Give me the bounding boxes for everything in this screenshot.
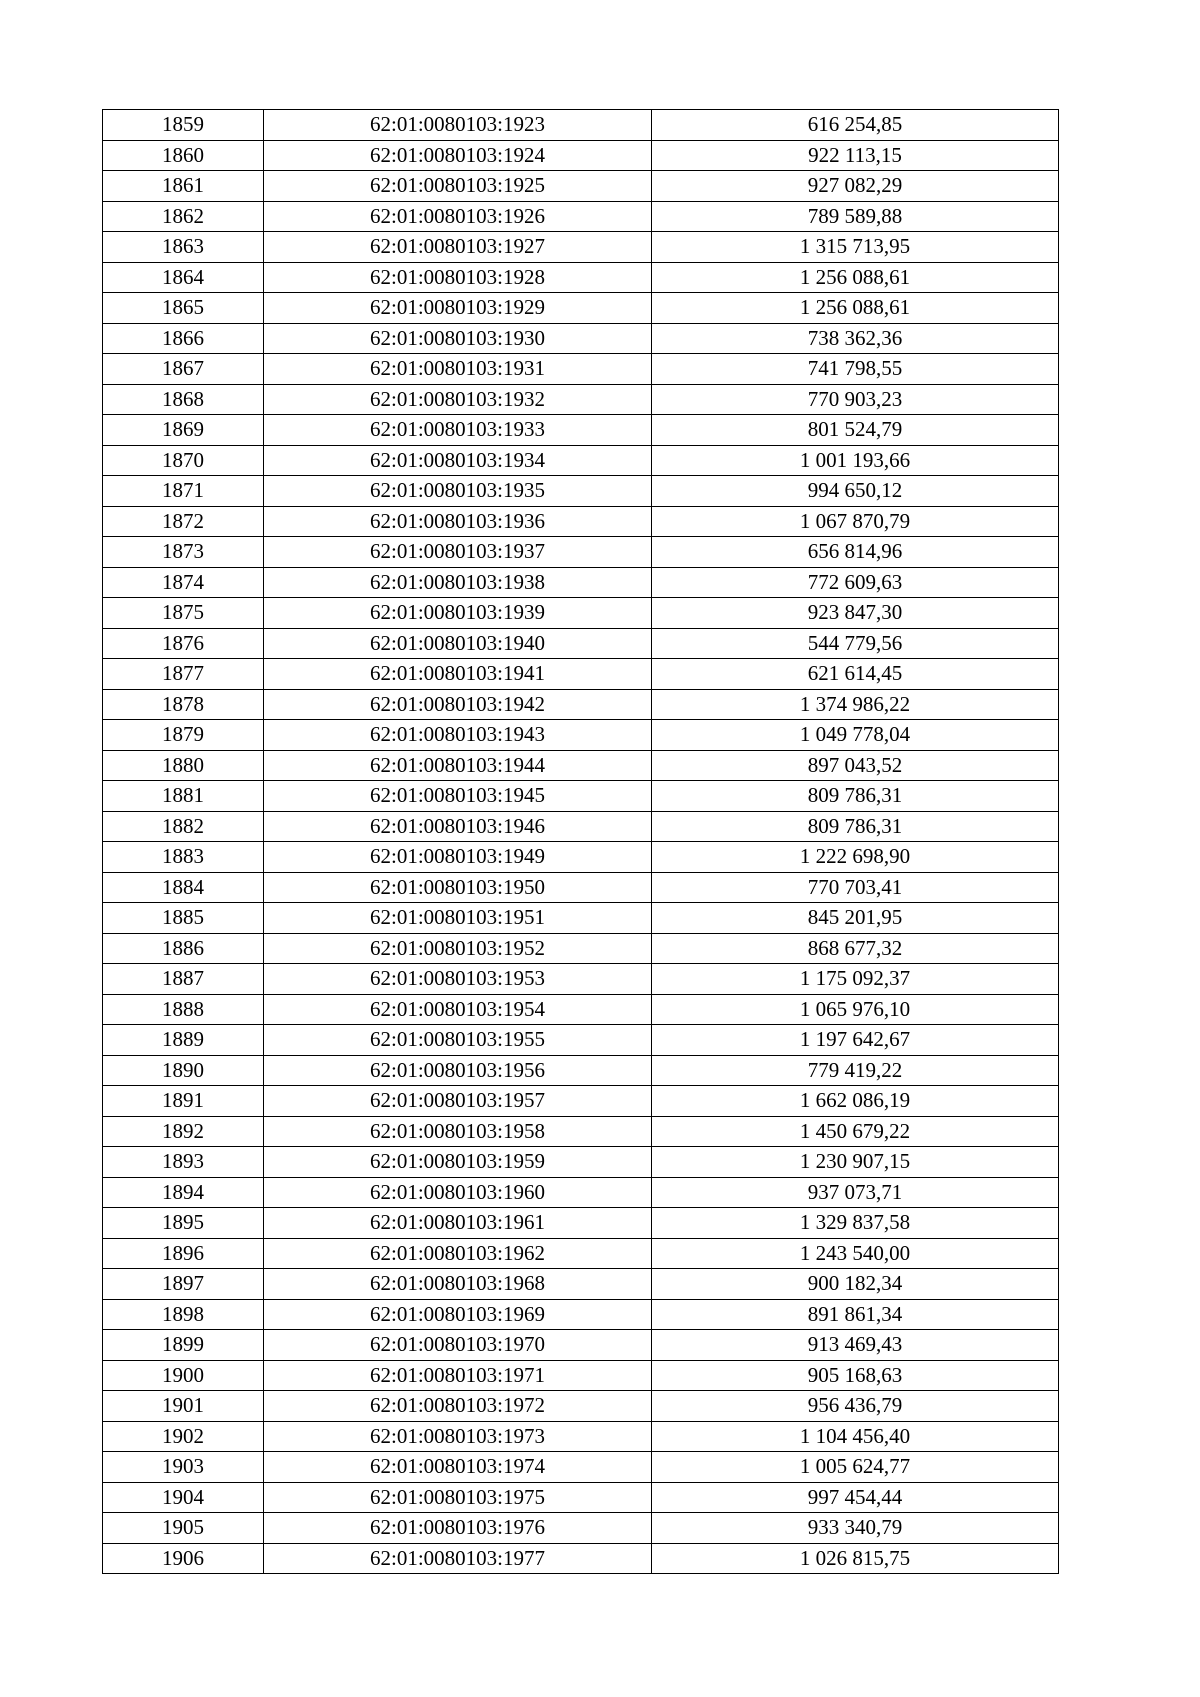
row-number-cell: 1873: [103, 537, 264, 568]
cadastral-value-cell: 897 043,52: [652, 750, 1059, 781]
row-number-cell: 1889: [103, 1025, 264, 1056]
row-number-cell: 1868: [103, 384, 264, 415]
row-number-cell: 1906: [103, 1543, 264, 1574]
table-row: [103, 628, 1059, 659]
row-number-cell: 1877: [103, 659, 264, 690]
cadastral-number-cell: 62:01:0080103:1924: [264, 140, 652, 171]
cadastral-value-cell: 789 589,88: [652, 201, 1059, 232]
cadastral-value-table: [102, 109, 1059, 1574]
row-number-cell: 1893: [103, 1147, 264, 1178]
row-number-cell: 1894: [103, 1177, 264, 1208]
cadastral-number-cell: 62:01:0080103:1929: [264, 293, 652, 324]
cadastral-number-cell: 62:01:0080103:1975: [264, 1482, 652, 1513]
row-number-cell: 1861: [103, 171, 264, 202]
table-row: [103, 354, 1059, 385]
cadastral-number-cell: 62:01:0080103:1931: [264, 354, 652, 385]
cadastral-number-cell: 62:01:0080103:1925: [264, 171, 652, 202]
cadastral-number-cell: 62:01:0080103:1936: [264, 506, 652, 537]
cadastral-value-cell: 923 847,30: [652, 598, 1059, 629]
cadastral-number-cell: 62:01:0080103:1953: [264, 964, 652, 995]
table-body: [103, 110, 1059, 1574]
row-number-cell: 1897: [103, 1269, 264, 1300]
table-row: [103, 933, 1059, 964]
cadastral-value-cell: 937 073,71: [652, 1177, 1059, 1208]
cadastral-value-cell: 1 450 679,22: [652, 1116, 1059, 1147]
table-row: [103, 506, 1059, 537]
cadastral-value-cell: 1 026 815,75: [652, 1543, 1059, 1574]
table-row: [103, 567, 1059, 598]
table-row: [103, 1055, 1059, 1086]
cadastral-number-cell: 62:01:0080103:1977: [264, 1543, 652, 1574]
cadastral-value-cell: 900 182,34: [652, 1269, 1059, 1300]
table-row: [103, 1360, 1059, 1391]
cadastral-number-cell: 62:01:0080103:1941: [264, 659, 652, 690]
cadastral-number-cell: 62:01:0080103:1942: [264, 689, 652, 720]
table-row: [103, 476, 1059, 507]
row-number-cell: 1882: [103, 811, 264, 842]
cadastral-number-cell: 62:01:0080103:1968: [264, 1269, 652, 1300]
row-number-cell: 1870: [103, 445, 264, 476]
table-row: [103, 689, 1059, 720]
row-number-cell: 1899: [103, 1330, 264, 1361]
table-row: [103, 1543, 1059, 1574]
cadastral-value-cell: 1 104 456,40: [652, 1421, 1059, 1452]
cadastral-number-cell: 62:01:0080103:1973: [264, 1421, 652, 1452]
table-row: [103, 1269, 1059, 1300]
cadastral-value-cell: 927 082,29: [652, 171, 1059, 202]
table-row: [103, 1086, 1059, 1117]
cadastral-number-cell: 62:01:0080103:1961: [264, 1208, 652, 1239]
row-number-cell: 1863: [103, 232, 264, 263]
cadastral-value-cell: 905 168,63: [652, 1360, 1059, 1391]
cadastral-number-cell: 62:01:0080103:1972: [264, 1391, 652, 1422]
cadastral-value-cell: 891 861,34: [652, 1299, 1059, 1330]
cadastral-number-cell: 62:01:0080103:1945: [264, 781, 652, 812]
row-number-cell: 1869: [103, 415, 264, 446]
row-number-cell: 1881: [103, 781, 264, 812]
table-row: [103, 872, 1059, 903]
table-row: [103, 1330, 1059, 1361]
row-number-cell: 1885: [103, 903, 264, 934]
table-row: [103, 994, 1059, 1025]
table-row: [103, 659, 1059, 690]
table-row: [103, 750, 1059, 781]
table-row: [103, 201, 1059, 232]
table-row: [103, 293, 1059, 324]
cadastral-value-cell: 956 436,79: [652, 1391, 1059, 1422]
cadastral-number-cell: 62:01:0080103:1928: [264, 262, 652, 293]
table-row: [103, 842, 1059, 873]
table-row: [103, 964, 1059, 995]
cadastral-number-cell: 62:01:0080103:1937: [264, 537, 652, 568]
table-row: [103, 1299, 1059, 1330]
cadastral-value-cell: 1 256 088,61: [652, 293, 1059, 324]
cadastral-value-cell: 1 175 092,37: [652, 964, 1059, 995]
cadastral-number-cell: 62:01:0080103:1940: [264, 628, 652, 659]
row-number-cell: 1886: [103, 933, 264, 964]
cadastral-number-cell: 62:01:0080103:1946: [264, 811, 652, 842]
cadastral-number-cell: 62:01:0080103:1944: [264, 750, 652, 781]
cadastral-value-cell: 741 798,55: [652, 354, 1059, 385]
cadastral-number-cell: 62:01:0080103:1943: [264, 720, 652, 751]
row-number-cell: 1866: [103, 323, 264, 354]
cadastral-value-cell: 994 650,12: [652, 476, 1059, 507]
row-number-cell: 1878: [103, 689, 264, 720]
table-row: [103, 781, 1059, 812]
cadastral-value-cell: 845 201,95: [652, 903, 1059, 934]
table-row: [103, 1147, 1059, 1178]
cadastral-value-cell: 1 315 713,95: [652, 232, 1059, 263]
cadastral-number-cell: 62:01:0080103:1958: [264, 1116, 652, 1147]
cadastral-value-cell: 1 662 086,19: [652, 1086, 1059, 1117]
cadastral-value-cell: 779 419,22: [652, 1055, 1059, 1086]
row-number-cell: 1876: [103, 628, 264, 659]
table-row: [103, 537, 1059, 568]
cadastral-value-cell: 1 049 778,04: [652, 720, 1059, 751]
cadastral-number-cell: 62:01:0080103:1950: [264, 872, 652, 903]
table-row: [103, 1116, 1059, 1147]
row-number-cell: 1890: [103, 1055, 264, 1086]
cadastral-number-cell: 62:01:0080103:1970: [264, 1330, 652, 1361]
cadastral-number-cell: 62:01:0080103:1976: [264, 1513, 652, 1544]
row-number-cell: 1864: [103, 262, 264, 293]
cadastral-number-cell: 62:01:0080103:1956: [264, 1055, 652, 1086]
cadastral-value-cell: 1 005 624,77: [652, 1452, 1059, 1483]
table-row: [103, 323, 1059, 354]
row-number-cell: 1862: [103, 201, 264, 232]
table-row: [103, 1482, 1059, 1513]
row-number-cell: 1898: [103, 1299, 264, 1330]
row-number-cell: 1892: [103, 1116, 264, 1147]
cadastral-number-cell: 62:01:0080103:1934: [264, 445, 652, 476]
table-row: [103, 1421, 1059, 1452]
row-number-cell: 1879: [103, 720, 264, 751]
cadastral-number-cell: 62:01:0080103:1955: [264, 1025, 652, 1056]
cadastral-number-cell: 62:01:0080103:1954: [264, 994, 652, 1025]
row-number-cell: 1875: [103, 598, 264, 629]
row-number-cell: 1896: [103, 1238, 264, 1269]
cadastral-number-cell: 62:01:0080103:1974: [264, 1452, 652, 1483]
cadastral-value-cell: 1 243 540,00: [652, 1238, 1059, 1269]
row-number-cell: 1902: [103, 1421, 264, 1452]
cadastral-value-cell: 544 779,56: [652, 628, 1059, 659]
table-row: [103, 445, 1059, 476]
table-row: [103, 811, 1059, 842]
cadastral-number-cell: 62:01:0080103:1938: [264, 567, 652, 598]
table-row: [103, 171, 1059, 202]
row-number-cell: 1883: [103, 842, 264, 873]
table-row: [103, 232, 1059, 263]
row-number-cell: 1860: [103, 140, 264, 171]
row-number-cell: 1891: [103, 1086, 264, 1117]
cadastral-value-cell: 1 230 907,15: [652, 1147, 1059, 1178]
cadastral-value-cell: 1 065 976,10: [652, 994, 1059, 1025]
cadastral-value-cell: 922 113,15: [652, 140, 1059, 171]
cadastral-value-cell: 616 254,85: [652, 110, 1059, 141]
cadastral-value-cell: 1 329 837,58: [652, 1208, 1059, 1239]
table-row: [103, 1208, 1059, 1239]
table-row: [103, 903, 1059, 934]
cadastral-value-cell: 656 814,96: [652, 537, 1059, 568]
cadastral-number-cell: 62:01:0080103:1930: [264, 323, 652, 354]
row-number-cell: 1874: [103, 567, 264, 598]
cadastral-value-cell: 1 197 642,67: [652, 1025, 1059, 1056]
table-row: [103, 1513, 1059, 1544]
table-row: [103, 1452, 1059, 1483]
table-row: [103, 110, 1059, 141]
cadastral-value-cell: 809 786,31: [652, 811, 1059, 842]
row-number-cell: 1859: [103, 110, 264, 141]
cadastral-number-cell: 62:01:0080103:1949: [264, 842, 652, 873]
table-row: [103, 140, 1059, 171]
table-row: [103, 415, 1059, 446]
table-row: [103, 720, 1059, 751]
row-number-cell: 1884: [103, 872, 264, 903]
cadastral-number-cell: 62:01:0080103:1927: [264, 232, 652, 263]
row-number-cell: 1888: [103, 994, 264, 1025]
row-number-cell: 1895: [103, 1208, 264, 1239]
cadastral-value-cell: 738 362,36: [652, 323, 1059, 354]
cadastral-number-cell: 62:01:0080103:1971: [264, 1360, 652, 1391]
cadastral-value-cell: 913 469,43: [652, 1330, 1059, 1361]
table-row: [103, 1025, 1059, 1056]
table-row: [103, 1238, 1059, 1269]
cadastral-value-cell: 1 374 986,22: [652, 689, 1059, 720]
table-row: [103, 1391, 1059, 1422]
cadastral-number-cell: 62:01:0080103:1957: [264, 1086, 652, 1117]
cadastral-number-cell: 62:01:0080103:1926: [264, 201, 652, 232]
row-number-cell: 1872: [103, 506, 264, 537]
cadastral-value-cell: 1 256 088,61: [652, 262, 1059, 293]
table-row: [103, 262, 1059, 293]
cadastral-value-cell: 868 677,32: [652, 933, 1059, 964]
cadastral-number-cell: 62:01:0080103:1952: [264, 933, 652, 964]
row-number-cell: 1871: [103, 476, 264, 507]
cadastral-value-cell: 809 786,31: [652, 781, 1059, 812]
cadastral-number-cell: 62:01:0080103:1960: [264, 1177, 652, 1208]
cadastral-value-cell: 770 903,23: [652, 384, 1059, 415]
cadastral-number-cell: 62:01:0080103:1962: [264, 1238, 652, 1269]
cadastral-value-cell: 621 614,45: [652, 659, 1059, 690]
cadastral-number-cell: 62:01:0080103:1933: [264, 415, 652, 446]
cadastral-value-cell: 770 703,41: [652, 872, 1059, 903]
cadastral-value-cell: 933 340,79: [652, 1513, 1059, 1544]
cadastral-value-cell: 772 609,63: [652, 567, 1059, 598]
row-number-cell: 1867: [103, 354, 264, 385]
row-number-cell: 1904: [103, 1482, 264, 1513]
cadastral-number-cell: 62:01:0080103:1959: [264, 1147, 652, 1178]
cadastral-value-cell: 997 454,44: [652, 1482, 1059, 1513]
cadastral-number-cell: 62:01:0080103:1932: [264, 384, 652, 415]
cadastral-value-cell: 1 001 193,66: [652, 445, 1059, 476]
cadastral-number-cell: 62:01:0080103:1939: [264, 598, 652, 629]
table-row: [103, 598, 1059, 629]
table-row: [103, 384, 1059, 415]
row-number-cell: 1900: [103, 1360, 264, 1391]
cadastral-number-cell: 62:01:0080103:1969: [264, 1299, 652, 1330]
cadastral-number-cell: 62:01:0080103:1923: [264, 110, 652, 141]
row-number-cell: 1905: [103, 1513, 264, 1544]
row-number-cell: 1901: [103, 1391, 264, 1422]
row-number-cell: 1880: [103, 750, 264, 781]
cadastral-value-cell: 801 524,79: [652, 415, 1059, 446]
cadastral-number-cell: 62:01:0080103:1935: [264, 476, 652, 507]
row-number-cell: 1903: [103, 1452, 264, 1483]
cadastral-value-cell: 1 222 698,90: [652, 842, 1059, 873]
row-number-cell: 1865: [103, 293, 264, 324]
row-number-cell: 1887: [103, 964, 264, 995]
cadastral-value-cell: 1 067 870,79: [652, 506, 1059, 537]
cadastral-number-cell: 62:01:0080103:1951: [264, 903, 652, 934]
table-row: [103, 1177, 1059, 1208]
